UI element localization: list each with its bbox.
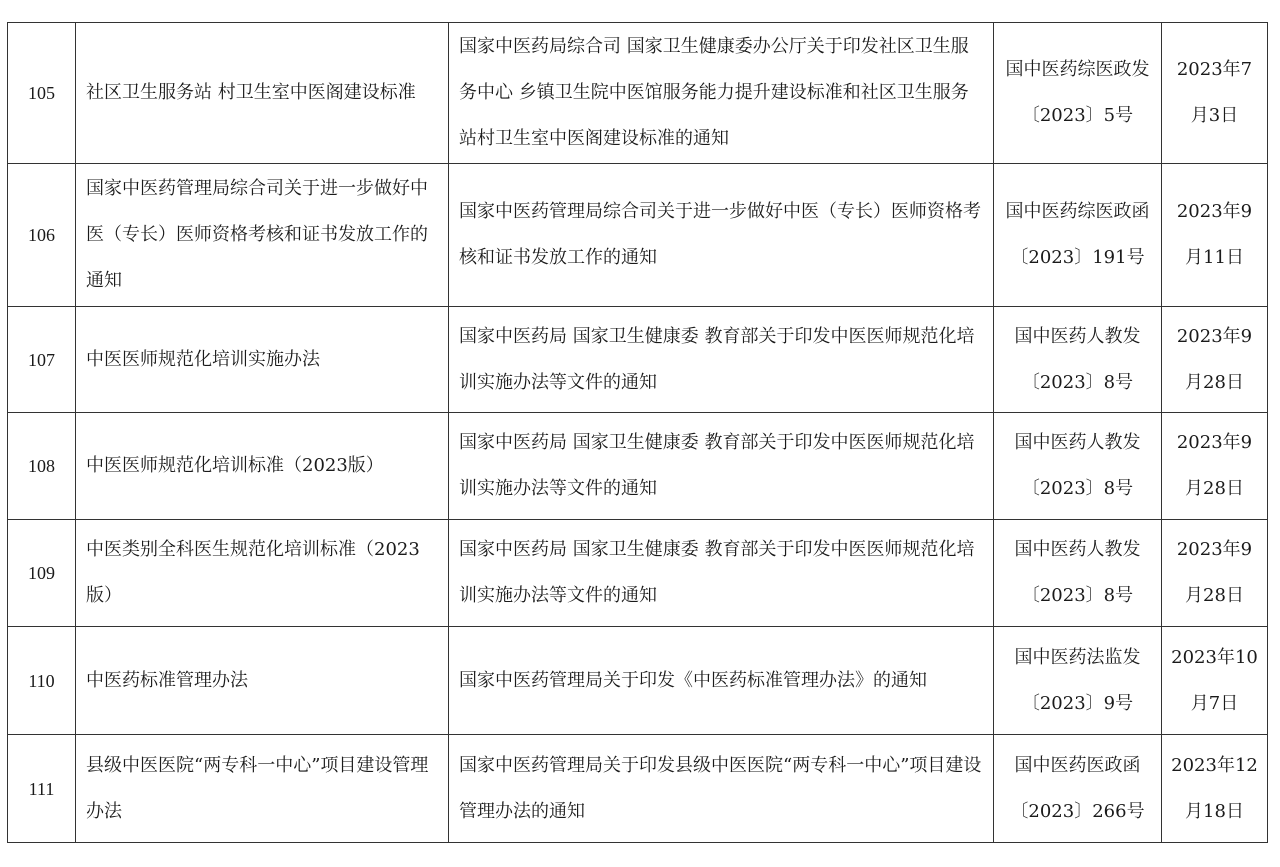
table-row [8, 520, 1268, 627]
issuing-document: 国家中医药局 国家卫生健康委 教育部关于印发中医医师规范化培训实施办法等文件的通知 [449, 413, 994, 520]
issue-date: 2023年9月28日 [1162, 413, 1268, 520]
row-number: 108 [8, 413, 76, 520]
row-number: 110 [8, 627, 76, 735]
table-row [8, 23, 1268, 164]
issuing-document: 国家中医药局 国家卫生健康委 教育部关于印发中医医师规范化培训实施办法等文件的通知 [449, 307, 994, 413]
standard-name: 国家中医药管理局综合司关于进一步做好中医（专长）医师资格考核和证书发放工作的通知 [76, 164, 449, 307]
document-number: 国中医药人教发〔2023〕8号 [994, 413, 1162, 520]
table-row [8, 307, 1268, 413]
standard-name: 中医药标准管理办法 [76, 627, 449, 735]
document-number: 国中医药法监发〔2023〕9号 [994, 627, 1162, 735]
issue-date: 2023年10月7日 [1162, 627, 1268, 735]
issuing-document: 国家中医药局 国家卫生健康委 教育部关于印发中医医师规范化培训实施办法等文件的通知 [449, 520, 994, 627]
issue-date: 2023年7月3日 [1162, 23, 1268, 164]
row-number: 111 [8, 735, 76, 843]
document-number: 国中医药综医政发〔2023〕5号 [994, 23, 1162, 164]
standard-name: 中医类别全科医生规范化培训标准（2023版） [76, 520, 449, 627]
regulation-table [7, 22, 1268, 843]
document-number: 国中医药人教发〔2023〕8号 [994, 307, 1162, 413]
issuing-document: 国家中医药管理局综合司关于进一步做好中医（专长）医师资格考核和证书发放工作的通知 [449, 164, 994, 307]
issue-date: 2023年9月11日 [1162, 164, 1268, 307]
standard-name: 中医医师规范化培训标准（2023版） [76, 413, 449, 520]
issue-date: 2023年12月18日 [1162, 735, 1268, 843]
issuing-document: 国家中医药管理局关于印发县级中医医院“两专科一中心”项目建设管理办法的通知 [449, 735, 994, 843]
standard-name: 中医医师规范化培训实施办法 [76, 307, 449, 413]
table-row [8, 164, 1268, 307]
issue-date: 2023年9月28日 [1162, 520, 1268, 627]
standard-name: 社区卫生服务站 村卫生室中医阁建设标准 [76, 23, 449, 164]
table-row [8, 413, 1268, 520]
document-number: 国中医药综医政函〔2023〕191号 [994, 164, 1162, 307]
document-number: 国中医药医政函〔2023〕266号 [994, 735, 1162, 843]
row-number: 107 [8, 307, 76, 413]
table-row [8, 627, 1268, 735]
table-row [8, 735, 1268, 843]
standard-name: 县级中医医院“两专科一中心”项目建设管理办法 [76, 735, 449, 843]
document-number: 国中医药人教发〔2023〕8号 [994, 520, 1162, 627]
row-number: 106 [8, 164, 76, 307]
row-number: 109 [8, 520, 76, 627]
issuing-document: 国家中医药局综合司 国家卫生健康委办公厅关于印发社区卫生服务中心 乡镇卫生院中医馆服务能力提升建设标准和社区卫生服务站村卫生室中医阁建设标准的通知 [449, 23, 994, 164]
row-number: 105 [8, 23, 76, 164]
issuing-document: 国家中医药管理局关于印发《中医药标准管理办法》的通知 [449, 627, 994, 735]
issue-date: 2023年9月28日 [1162, 307, 1268, 413]
